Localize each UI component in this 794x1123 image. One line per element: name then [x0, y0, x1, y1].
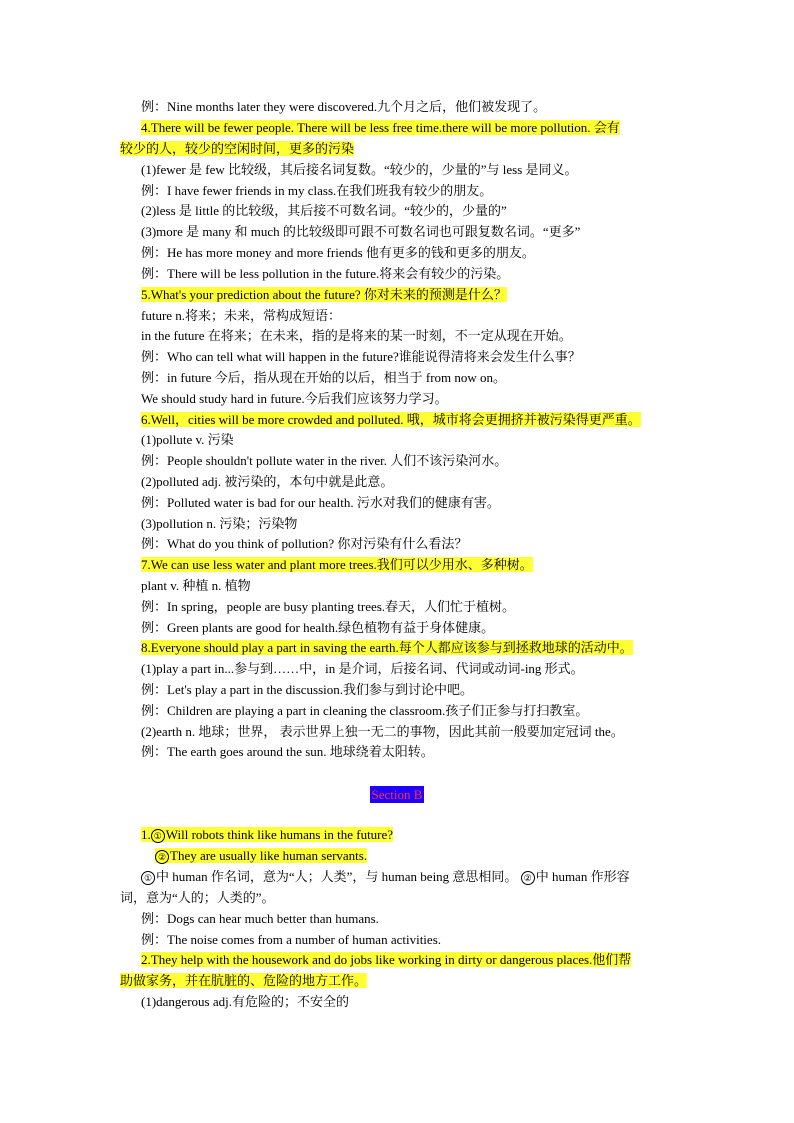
highlighted-sentence: 5.What's your prediction about the future? 你对未来的预测是什么？ — [141, 287, 507, 302]
key-sentence-b2-cont — [120, 972, 680, 989]
example-line: 例：What do you think of pollution? 你对污染有什么看法？ — [141, 536, 468, 551]
example-line: 例：Children are playing a part in cleaning the classroom.孩子们正参与打扫教室。 — [141, 703, 589, 718]
sentence-text: Will robots think like humans in the future? — [165, 827, 394, 842]
key-sentence-7 — [141, 556, 701, 573]
key-sentence-6 — [141, 411, 701, 428]
circled-number-one: ① — [151, 829, 165, 843]
key-sentence-8 — [141, 639, 701, 656]
section-heading-wrap — [0, 786, 794, 803]
example-line: 例：Dogs can hear much better than humans. — [141, 911, 379, 926]
note-line: (1)dangerous adj.有危险的；不安全的 — [141, 994, 349, 1009]
example-line: 例：The earth goes around the sun. 地球绕着太阳转。 — [141, 744, 434, 759]
example-line: 例：The noise comes from a number of human activities. — [141, 932, 442, 947]
circled-number-two: ② — [155, 850, 169, 864]
highlighted-sentence: 2.They help with the housework and do jobs like working in dirty or dangerous places.他们帮 — [141, 952, 632, 967]
note-line: (1)play a part in...参与到……中，in 是介词，后接名词、代词或动词-ing 形式。 — [141, 661, 584, 676]
highlighted-sentence: 8.Everyone should play a part in saving the earth.每个人都应该参与到拯救地球的活动中。 — [141, 640, 633, 655]
note-line: (3)more 是 many 和 much 的比较级即可跟不可数名词也可跟复数名词。“更多” — [141, 224, 581, 239]
note-text: 中 human 作形容 — [535, 869, 630, 884]
example-line: 例：in future 今后，指从现在开始的以后，相当于 from now on。 — [141, 370, 507, 385]
highlighted-sentence — [155, 848, 367, 863]
sentence-text: They are usually like human servants. — [170, 848, 368, 863]
note-line: plant v. 种植 n. 植物 — [141, 578, 251, 593]
key-sentence-5 — [141, 286, 701, 303]
example-line: 例：Nine months later they were discovered.九个月之后，他们被发现了。 — [141, 99, 547, 114]
example-line: 例：Green plants are good for health.绿色植物有益于身体健康。 — [141, 620, 495, 635]
circled-number-two: ② — [521, 871, 535, 885]
example-line: 例：Polluted water is bad for our health. 污水对我们的健康有害。 — [141, 495, 500, 510]
key-sentence-4-cont — [120, 140, 680, 157]
note-line: (2)earth n. 地球；世界， 表示世界上独一无二的事物，因此其前一般要加定冠词 the。 — [141, 724, 624, 739]
example-line: 例：Let's play a part in the discussion.我们参与到讨论中吧。 — [141, 682, 474, 697]
example-line: 例：People shouldn't pollute water in the river. 人们不该污染河水。 — [141, 453, 508, 468]
note-line: (1)pollute v. 污染 — [141, 432, 234, 447]
highlighted-sentence: 较少的人，较少的空闲时间，更多的污染 — [120, 141, 355, 156]
note-text: 中 human 作名词，意为“人；人类”，与 human being 意思相同。 — [156, 869, 521, 884]
item-number: 1. — [141, 827, 151, 842]
key-sentence-b1-2 — [155, 847, 715, 864]
section-heading: Section B — [371, 787, 423, 802]
key-sentence-b2 — [141, 951, 701, 968]
example-line: 例：In spring，people are busy planting trees.春天，人们忙于植树。 — [141, 599, 516, 614]
note-line: (3)pollution n. 污染；污染物 — [141, 516, 298, 531]
example-line: 例：I have fewer friends in my class.在我们班我有较少的朋友。 — [141, 183, 493, 198]
note-line: (2)less 是 little 的比较级，其后接不可数名词。“较少的，少量的” — [141, 203, 507, 218]
note-line — [141, 868, 701, 885]
note-line: (1)fewer 是 few 比较级，其后接名词复数。“较少的，少量的”与 less 是同义。 — [141, 162, 578, 177]
example-line: 例：Who can tell what will happen in the future?谁能说得清将来会发生什么事？ — [141, 349, 581, 364]
circled-number-one: ① — [141, 871, 155, 885]
note-line: in the future 在将来；在未来，指的是将来的某一时刻，不一定从现在开始。 — [141, 328, 572, 343]
example-line: We should study hard in future.今后我们应该努力学习。 — [141, 391, 448, 406]
example-line: 例：There will be less pollution in the future.将来会有较少的污染。 — [141, 266, 510, 281]
note-line-cont: 词，意为“人的；人类的”。 — [120, 890, 275, 905]
highlighted-sentence: 4.There will be fewer people. There will be less free time.there will be more pollution. 会有 — [141, 120, 620, 135]
highlighted-sentence — [141, 827, 393, 842]
highlighted-sentence: 6.Well，cities will be more crowded and polluted. 哦，城市将会更拥挤并被污染得更严重。 — [141, 412, 641, 427]
highlighted-sentence: 7.We can use less water and plant more trees.我们可以少用水、多种树。 — [141, 557, 533, 572]
highlighted-sentence: 助做家务，并在肮脏的、危险的地方工作。 — [120, 973, 368, 988]
key-sentence-4 — [141, 119, 701, 136]
key-sentence-b1 — [141, 826, 701, 843]
note-line: future n.将来；未来，常构成短语： — [141, 308, 342, 323]
note-line: (2)polluted adj. 被污染的，本句中就是此意。 — [141, 474, 394, 489]
example-line: 例：He has more money and more friends 他有更多的钱和更多的朋友。 — [141, 245, 535, 260]
